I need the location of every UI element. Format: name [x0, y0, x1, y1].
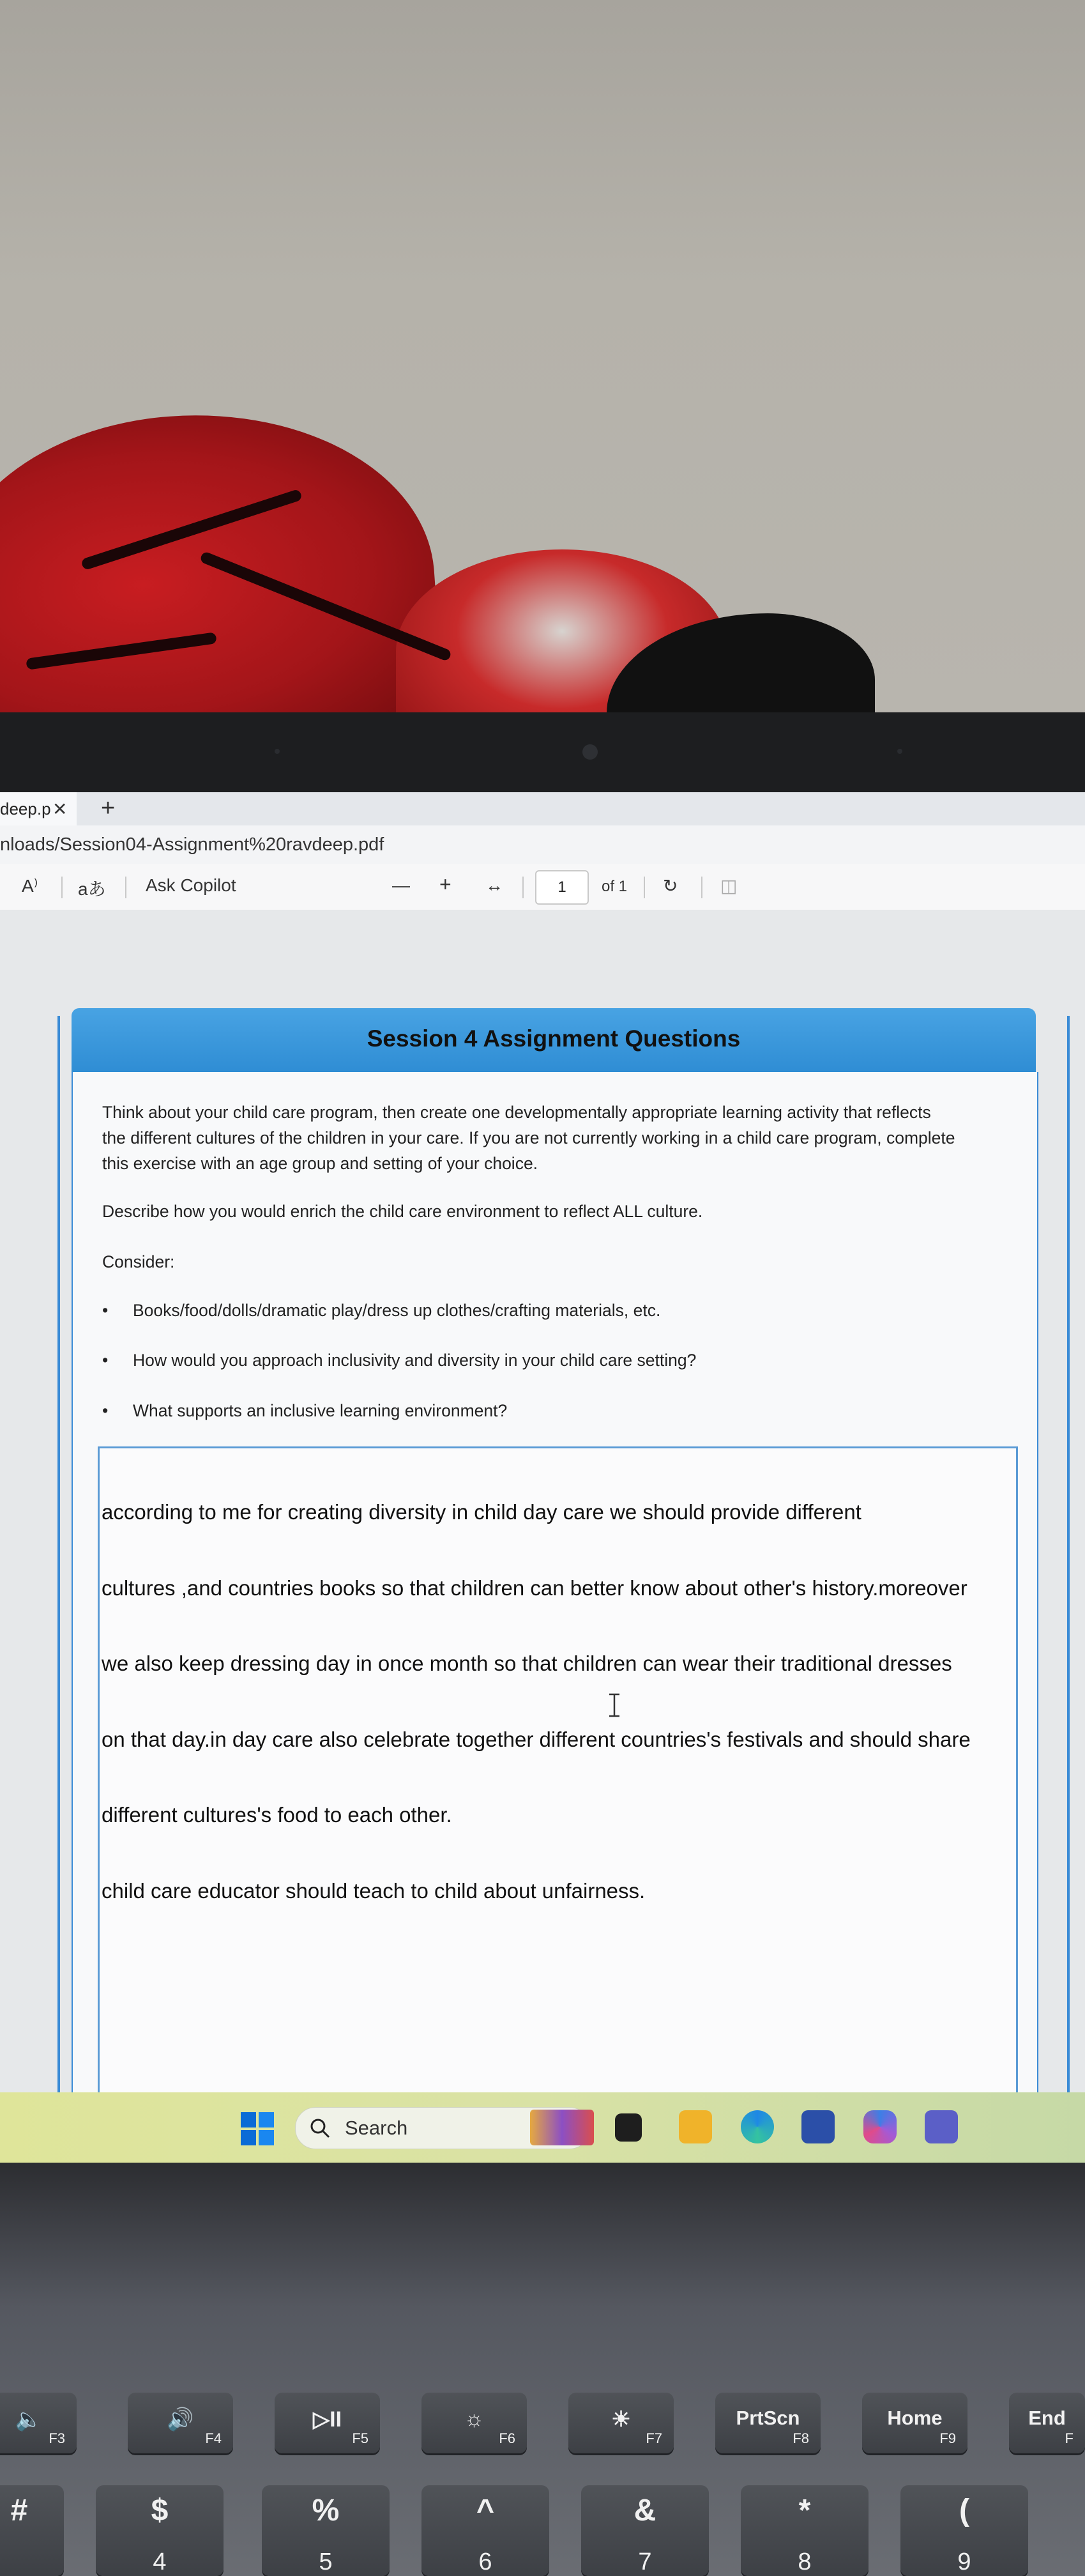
- text-cursor-icon: [607, 1693, 622, 1717]
- key-f5[interactable]: [275, 2393, 380, 2453]
- bezel-sensor: [275, 749, 280, 754]
- key-label: ^: [476, 2494, 495, 2527]
- toolbar-divider: [61, 877, 63, 898]
- teams-icon[interactable]: [925, 2110, 958, 2143]
- url-text[interactable]: nloads/Session04-Assignment%20ravdeep.pdf: [0, 834, 384, 855]
- bullet-item: • What supports an inclusive learning environment?: [102, 1401, 508, 1420]
- key-sub-label: 5: [319, 2549, 333, 2575]
- key-sub-label: F9: [939, 2430, 956, 2446]
- key-label: (: [959, 2494, 969, 2527]
- page-total: of 1: [602, 878, 628, 895]
- webcam: [582, 744, 598, 760]
- key-6[interactable]: [421, 2485, 549, 2576]
- key-sub-label: 9: [957, 2549, 971, 2575]
- page-number-input[interactable]: 1: [535, 870, 589, 905]
- laptop-bezel: [0, 712, 1085, 792]
- key-sub-label: F3: [49, 2430, 65, 2446]
- key-sub-label: F7: [646, 2430, 662, 2446]
- toolbar-divider: [522, 877, 524, 898]
- key-sub-label: F8: [793, 2430, 809, 2446]
- key-sub-label: 7: [638, 2549, 652, 2575]
- key-f3[interactable]: [0, 2393, 77, 2453]
- bezel-sensor: [897, 749, 902, 754]
- answer-line: according to me for creating diversity in child day care we should provide different: [102, 1500, 861, 1524]
- key-label: %: [312, 2494, 340, 2527]
- key-8[interactable]: [741, 2485, 869, 2576]
- consider-label: Consider:: [102, 1252, 175, 1271]
- bullet-text: What supports an inclusive learning environment?: [133, 1401, 508, 1420]
- key-sub-label: F5: [352, 2430, 368, 2446]
- key-label: ☼: [464, 2407, 485, 2431]
- windows-start-icon[interactable]: [241, 2112, 274, 2145]
- key-label: PrtScn: [736, 2407, 800, 2429]
- answer-text[interactable]: [102, 1449, 1008, 1929]
- task-view-icon[interactable]: [615, 2113, 642, 2142]
- bullet-text: Books/food/dolls/dramatic play/dress up clothes/crafting materials, etc.: [133, 1301, 661, 1320]
- key-f7[interactable]: [568, 2393, 674, 2453]
- bullet-item: • Books/food/dolls/dramatic play/dress up clothes/crafting materials, etc.: [102, 1301, 661, 1320]
- intro-paragraph: [102, 1100, 955, 1176]
- taskbar-search-label: Search: [345, 2117, 408, 2139]
- key-label: *: [798, 2494, 811, 2527]
- key-5[interactable]: [262, 2485, 390, 2576]
- copilot-icon[interactable]: [863, 2110, 897, 2143]
- intro-line: the different cultures of the children in your care. If you are not currently working in a child care program, complete: [102, 1128, 955, 1147]
- read-aloud-button[interactable]: A⁾: [22, 876, 38, 896]
- translate-button[interactable]: aあ: [78, 879, 106, 899]
- key-7[interactable]: [581, 2485, 709, 2576]
- new-tab-button[interactable]: +: [101, 795, 116, 822]
- key-sub-label: F: [1065, 2430, 1074, 2446]
- key-label: $: [151, 2494, 169, 2527]
- pdf-toolbar: [0, 864, 1085, 910]
- key-f8[interactable]: [715, 2393, 821, 2453]
- close-tab-icon[interactable]: ✕: [52, 799, 68, 819]
- key-sub-label: 6: [478, 2549, 492, 2575]
- key-label: ☀: [611, 2407, 631, 2432]
- key-label: 🔈: [15, 2407, 43, 2432]
- edge-browser-icon[interactable]: [741, 2110, 774, 2143]
- key-sub-label: 4: [153, 2549, 167, 2575]
- answer-line: we also keep dressing day in once month so that children can wear their traditional dresses: [102, 1652, 952, 1675]
- key-3[interactable]: [0, 2485, 64, 2576]
- key-9[interactable]: [900, 2485, 1028, 2576]
- tab-bar: [0, 792, 1085, 825]
- browser-tab[interactable]: [0, 792, 77, 825]
- key-f10[interactable]: [1009, 2393, 1085, 2453]
- key-sub-label: 8: [798, 2549, 812, 2575]
- file-explorer-icon[interactable]: [679, 2110, 712, 2143]
- page-layout-icon[interactable]: ◫: [720, 876, 738, 896]
- rotate-icon[interactable]: ↻: [663, 876, 678, 896]
- key-f6[interactable]: [421, 2393, 527, 2453]
- bullet-text: How would you approach inclusivity and diversity in your child care setting?: [133, 1351, 697, 1370]
- toolbar-divider: [644, 877, 645, 898]
- microsoft-store-icon[interactable]: [801, 2110, 835, 2143]
- toolbar-divider: [701, 877, 702, 898]
- background-photo: [0, 0, 1085, 716]
- zoom-out-button[interactable]: —: [392, 875, 410, 895]
- bullet-item: • How would you approach inclusivity and diversity in your child care setting?: [102, 1351, 697, 1370]
- toolbar-divider: [125, 877, 126, 898]
- key-label: Home: [887, 2407, 943, 2429]
- answer-line: child care educator should teach to child about unfairness.: [102, 1878, 646, 1903]
- answer-line: different cultures's food to each other.: [102, 1803, 452, 1827]
- key-4[interactable]: [96, 2485, 224, 2576]
- key-label: ▷II: [312, 2407, 342, 2432]
- key-f4[interactable]: [128, 2393, 233, 2453]
- intro-line: Think about your child care program, then create one developmentally appropriate learning activity that reflects: [102, 1103, 931, 1122]
- document-title: Session 4 Assignment Questions: [367, 1025, 741, 1052]
- key-label: End: [1028, 2407, 1066, 2429]
- key-label: 🔊: [167, 2407, 194, 2432]
- address-bar[interactable]: [0, 825, 1085, 864]
- search-icon: [309, 2117, 331, 2139]
- key-label: #: [10, 2494, 28, 2527]
- answer-line: cultures ,and countries books so that children can better know about other's history.moreover: [102, 1575, 967, 1600]
- ask-copilot-button[interactable]: Ask Copilot: [146, 875, 236, 895]
- intro-line: this exercise with an age group and setting of your choice.: [102, 1154, 538, 1173]
- key-sub-label: F6: [499, 2430, 515, 2446]
- answer-line: on that day.in day care also celebrate together different countries's festivals and should share: [102, 1727, 971, 1751]
- zoom-in-button[interactable]: +: [439, 873, 451, 896]
- key-f9[interactable]: [862, 2393, 967, 2453]
- red-blanket: [0, 399, 445, 716]
- key-label: &: [634, 2494, 656, 2527]
- tab-title: deep.p: [0, 799, 51, 818]
- fit-width-icon[interactable]: ↔: [485, 875, 503, 895]
- key-sub-label: F4: [205, 2430, 222, 2446]
- search-highlight-icon[interactable]: [530, 2110, 594, 2145]
- describe-text: Describe how you would enrich the child care environment to reflect ALL culture.: [102, 1202, 703, 1221]
